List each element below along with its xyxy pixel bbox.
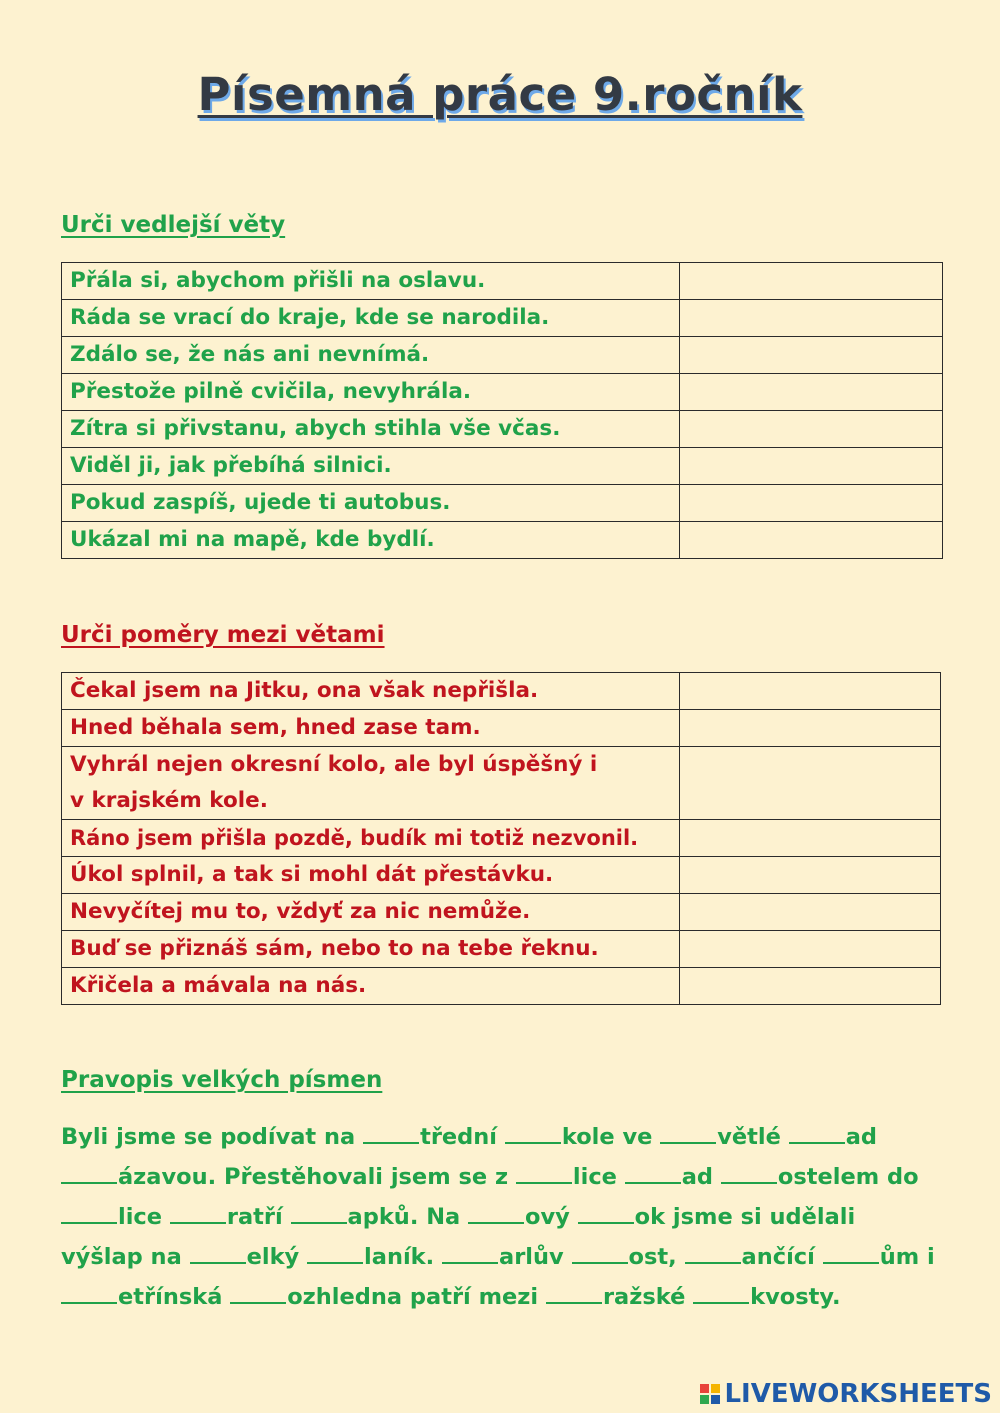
answer-cell[interactable] [680,894,941,931]
answer-input[interactable] [680,381,942,404]
blank-field[interactable] [190,1242,246,1264]
text-fragment: ostelem do [777,1164,919,1190]
sentence-cell: Ukázal mi na mapě, kde bydlí. [62,522,680,559]
sentence-cell: Hned běhala sem, hned zase tam. [62,710,680,747]
answer-cell[interactable] [680,820,941,857]
blank-field[interactable] [468,1202,524,1224]
answer-cell[interactable] [680,337,943,374]
answer-input[interactable] [680,307,942,330]
table-row [62,300,943,337]
sentence-cell: Čekal jsem na Jitku, ona však nepřišla. [62,673,680,710]
text-fragment: větlé [717,1124,789,1150]
answer-cell[interactable] [680,857,941,894]
blank-field[interactable] [363,1122,419,1144]
blank-field[interactable] [61,1162,117,1184]
answer-input[interactable] [680,680,940,703]
sentence-cell: Buď se přiznáš sám, nebo to na tebe řeknu. [62,931,680,968]
blank-field[interactable] [660,1122,716,1144]
answer-input[interactable] [680,529,942,552]
text-fragment: ost, [628,1244,685,1270]
blank-field[interactable] [505,1122,561,1144]
page-title: Písemná práce 9.ročník [197,68,803,121]
sentence-cell [62,747,680,820]
answer-input[interactable] [680,975,940,998]
blank-field[interactable] [572,1242,628,1264]
text-fragment: lice [572,1164,625,1190]
text-fragment: ančící [741,1244,823,1270]
blank-field[interactable] [307,1242,363,1264]
sentence-cell: Přestože pilně cvičila, nevyhrála. [62,374,680,411]
paragraph-line [61,1157,951,1197]
paragraph-line [61,1277,951,1317]
section3-heading: Pravopis velkých písmen [61,1067,383,1093]
text-fragment: ozhledna patří mezi [287,1284,546,1310]
section1-table [61,262,943,559]
table-row [62,747,941,820]
sentence-line: v krajském kole. [70,788,268,813]
table-row [62,710,941,747]
paragraph-line [61,1237,951,1277]
answer-cell[interactable] [680,374,943,411]
table-row [62,820,941,857]
table-row [62,931,941,968]
paragraph-line [61,1117,951,1157]
blank-field[interactable] [61,1202,117,1224]
text-fragment: laník. [364,1244,443,1270]
answer-cell[interactable] [680,710,941,747]
sentence-cell: Úkol splnil, a tak si mohl dát přestávku. [62,857,680,894]
blank-field[interactable] [291,1202,347,1224]
table-row [62,522,943,559]
table-row [62,894,941,931]
text-fragment: výšlap na [61,1244,190,1270]
blank-field[interactable] [546,1282,602,1304]
answer-input[interactable] [680,938,940,961]
answer-cell[interactable] [680,300,943,337]
answer-input[interactable] [680,455,942,478]
blank-field[interactable] [61,1282,117,1304]
sentence-cell: Viděl ji, jak přebíhá silnici. [62,448,680,485]
sentence-cell: Pokud zaspíš, ujede ti autobus. [62,485,680,522]
text-fragment: ům i [879,1244,935,1270]
table-row [62,337,943,374]
text-fragment: ad [681,1164,721,1190]
logo-text: LIVEWORKSHEETS [724,1379,992,1409]
blank-field[interactable] [721,1162,777,1184]
section2-table [61,672,941,1005]
answer-input[interactable] [680,344,942,367]
table-row [62,968,941,1005]
answer-cell[interactable] [680,747,941,820]
text-fragment: ad [845,1124,878,1150]
paragraph-line [61,1197,951,1237]
sentence-cell: Ráno jsem přišla pozdě, budík mi totiž nezvonil. [62,820,680,857]
blank-field[interactable] [625,1162,681,1184]
answer-cell[interactable] [680,411,943,448]
answer-input[interactable] [680,747,940,819]
text-fragment: ratří [226,1204,291,1230]
text-fragment: apků. Na [347,1204,469,1230]
blank-field[interactable] [442,1242,498,1264]
answer-cell[interactable] [680,968,941,1005]
blank-field[interactable] [516,1162,572,1184]
logo-icon [700,1384,720,1404]
blank-field[interactable] [685,1242,741,1264]
answer-input[interactable] [680,492,942,515]
sentence-cell: Křičela a mávala na nás. [62,968,680,1005]
text-fragment: lice [118,1204,170,1230]
text-fragment: elký [246,1244,308,1270]
blank-field[interactable] [823,1242,879,1264]
blank-field[interactable] [578,1202,634,1224]
answer-input[interactable] [680,270,942,293]
section1-heading: Urči vedlejší věty [61,212,286,238]
text-fragment: kole ve [561,1124,661,1150]
section2-heading: Urči poměry mezi větami [61,622,385,648]
answer-cell[interactable] [680,263,943,300]
answer-cell[interactable] [680,931,941,968]
answer-input[interactable] [680,901,940,924]
table-row [62,673,941,710]
text-fragment: ražské [602,1284,694,1310]
sentence-cell: Zítra si přivstanu, abych stihla vše včas. [62,411,680,448]
answer-input[interactable] [680,864,940,887]
fill-in-paragraph [61,1117,951,1317]
text-fragment: třední [420,1124,505,1150]
table-row [62,374,943,411]
sentence-cell: Zdálo se, že nás ani nevnímá. [62,337,680,374]
liveworksheets-logo [700,1379,992,1409]
sentence-cell: Přála si, abychom přišli na oslavu. [62,263,680,300]
text-fragment: ok jsme si udělali [634,1204,856,1230]
sentence-line: Vyhrál nejen okresní kolo, ale byl úspěšný i [70,752,598,777]
answer-cell[interactable] [680,673,941,710]
answer-input[interactable] [680,717,940,740]
text-fragment: ový [525,1204,578,1230]
answer-cell[interactable] [680,522,943,559]
table-row [62,448,943,485]
table-row [62,857,941,894]
text-fragment: arlův [499,1244,572,1270]
answer-input[interactable] [680,418,942,441]
sentence-cell: Nevyčítej mu to, vždyť za nic nemůže. [62,894,680,931]
table-row [62,411,943,448]
blank-field[interactable] [170,1202,226,1224]
text-fragment: Byli jsme se podívat na [61,1124,364,1150]
text-fragment: ázavou. Přestěhovali jsem se z [118,1164,516,1190]
blank-field[interactable] [789,1122,845,1144]
answer-cell[interactable] [680,448,943,485]
blank-field[interactable] [693,1282,749,1304]
text-fragment: etřínská [118,1284,231,1310]
table-row [62,485,943,522]
answer-cell[interactable] [680,485,943,522]
table-row [62,263,943,300]
answer-input[interactable] [680,827,940,850]
text-fragment: kvosty. [750,1284,841,1310]
sentence-cell: Ráda se vrací do kraje, kde se narodila. [62,300,680,337]
blank-field[interactable] [230,1282,286,1304]
